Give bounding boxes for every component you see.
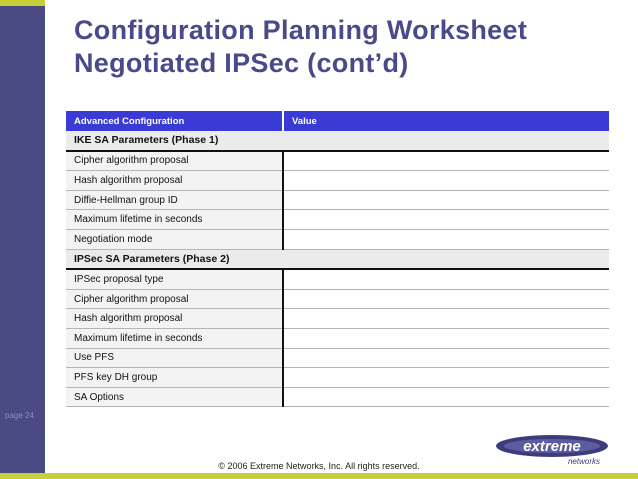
table-row [66,229,609,249]
copyright-footer: © 2006 Extreme Networks, Inc. All rights reserved. [218,461,420,471]
section-title: IPSec SA Parameters (Phase 2) [66,249,609,269]
table-row [66,309,609,329]
value-cell[interactable] [283,368,609,388]
value-cell[interactable] [283,229,609,249]
value-cell[interactable] [283,387,609,407]
page-number: page 24 [5,411,34,420]
section-title: IKE SA Parameters (Phase 1) [66,131,609,151]
parameter-label: Cipher algorithm proposal [66,151,283,171]
value-cell[interactable] [283,171,609,191]
worksheet-table [66,111,609,407]
sidebar-accent [0,0,45,6]
parameter-label: Use PFS [66,348,283,368]
logo-wordmark: extreme [523,438,581,455]
bottom-accent-band [0,473,638,479]
parameter-label: SA Options [66,387,283,407]
logo-subtext: networks [567,457,600,466]
slide-title [74,14,527,80]
table-row [66,210,609,230]
table-row [66,151,609,171]
header-advanced-configuration: Advanced Configuration [66,111,283,131]
parameter-label: Maximum lifetime in seconds [66,328,283,348]
parameter-label: Maximum lifetime in seconds [66,210,283,230]
value-cell[interactable] [283,269,609,289]
table-row [66,289,609,309]
title-line-2: Negotiated IPSec (cont’d) [74,48,409,78]
parameter-label: Diffie-Hellman group ID [66,190,283,210]
parameter-label: Negotiation mode [66,229,283,249]
table-header-row [66,111,609,131]
value-cell[interactable] [283,328,609,348]
value-cell[interactable] [283,289,609,309]
section-header-row [66,249,609,269]
sidebar-band [0,0,45,479]
table-row [66,269,609,289]
value-cell[interactable] [283,309,609,329]
table-body [66,131,609,407]
parameter-label: PFS key DH group [66,368,283,388]
header-value: Value [283,111,609,131]
value-cell[interactable] [283,151,609,171]
table-row [66,348,609,368]
title-line-1: Configuration Planning Worksheet [74,15,528,45]
table-row [66,387,609,407]
table-row [66,328,609,348]
parameter-label: IPSec proposal type [66,269,283,289]
value-cell[interactable] [283,348,609,368]
value-cell[interactable] [283,210,609,230]
table-row [66,368,609,388]
parameter-label: Hash algorithm proposal [66,309,283,329]
table-row [66,190,609,210]
parameter-label: Hash algorithm proposal [66,171,283,191]
value-cell[interactable] [283,190,609,210]
table-row [66,171,609,191]
parameter-label: Cipher algorithm proposal [66,289,283,309]
section-header-row [66,131,609,151]
